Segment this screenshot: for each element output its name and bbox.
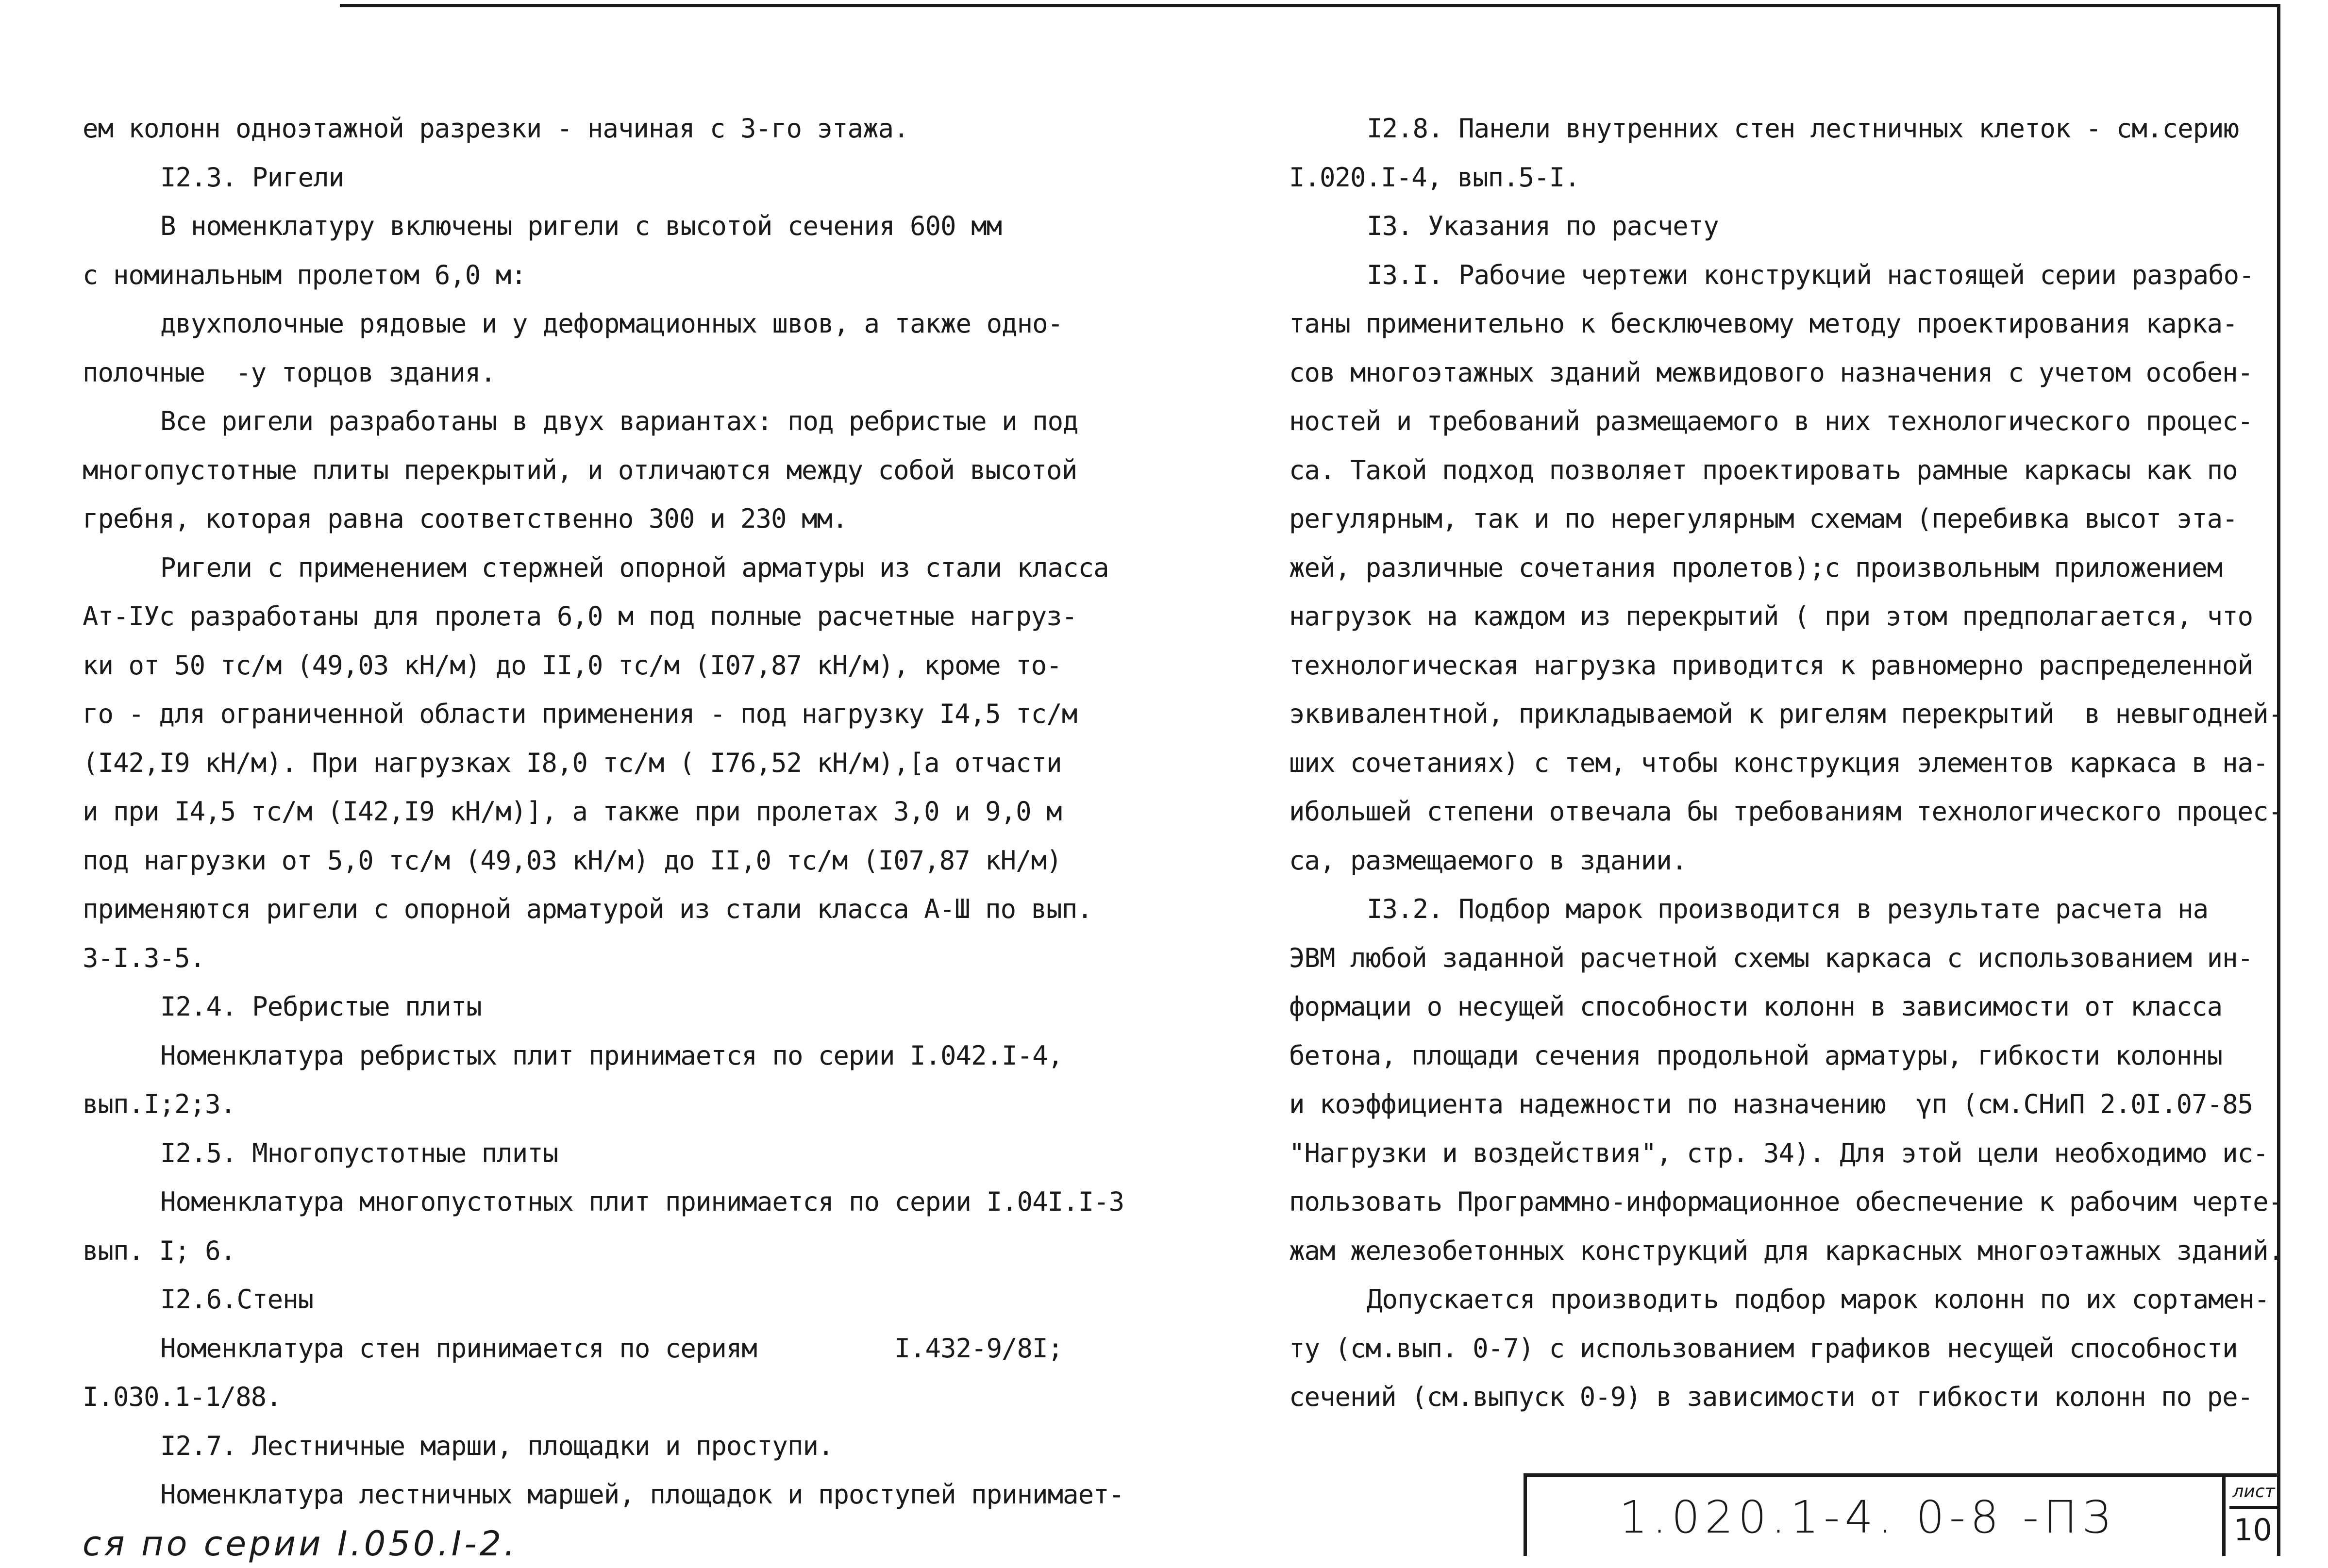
right-text-line: "Нагрузки и воздействия", стр. 34). Для этой цели необходимо ис- <box>1289 1129 2282 1178</box>
left-text-line: В номенклатуру включены ригели с высотой сечения 600 мм <box>83 202 1122 251</box>
left-text-line: 3-I.3-5. <box>83 934 1122 983</box>
sheet-label: лист <box>2229 1481 2278 1509</box>
left-text-line: (I42,I9 кН/м). При нагрузках I8,0 тс/м ( I76,52 кН/м),[а отчасти <box>83 739 1122 788</box>
sheet-number: 10 <box>2226 1511 2280 1550</box>
right-text-line: технологическая нагрузка приводится к равномерно распределенной <box>1289 641 2282 690</box>
sheet-cell <box>2222 1477 2280 1556</box>
right-text-line: са, размещаемого в здании. <box>1289 836 2282 885</box>
right-text-column <box>1289 104 2282 1422</box>
left-text-line: Ат-IУс разработаны для пролета 6,0 м под полные расчетные нагруз- <box>83 592 1122 641</box>
right-text-line: ту (см.вып. 0-7) с использованием графиков несущей способности <box>1289 1324 2282 1373</box>
left-text-line: I2.4. Ребристые плиты <box>83 983 1122 1032</box>
right-text-line: са. Такой подход позволяет проектировать рамные каркасы как по <box>1289 446 2282 495</box>
left-text-line: I2.7. Лестничные марши, площадки и проступи. <box>83 1422 1122 1471</box>
title-block <box>1524 1473 2280 1556</box>
left-text-line: ся по серии I.050.I-2. <box>83 1519 1122 1568</box>
left-text-line: I.030.1-1/88. <box>83 1373 1122 1422</box>
left-text-line: с номинальным пролетом 6,0 м: <box>83 251 1122 300</box>
right-text-line: ЭВМ любой заданной расчетной схемы каркаса с использованием ин- <box>1289 934 2282 983</box>
right-text-line: бетона, площади сечения продольной арматуры, гибкости колонны <box>1289 1032 2282 1081</box>
left-text-line: Номенклатура ребристых плит принимается по серии I.042.I-4, <box>83 1032 1122 1081</box>
right-text-line: сечений (см.выпуск 0-9) в зависимости от гибкости колонн по ре- <box>1289 1373 2282 1422</box>
left-text-line: и при I4,5 тс/м (I42,I9 кН/м)], а также при пролетах 3,0 и 9,0 м <box>83 787 1122 836</box>
document-code: 1.020.1-4. 0-8 -ПЗ <box>1619 1491 2115 1543</box>
left-text-line: ем колонн одноэтажной разрезки - начиная с 3-го этажа. <box>83 104 1122 153</box>
right-text-line: сов многоэтажных зданий межвидового назначения с учетом особен- <box>1289 349 2282 398</box>
right-text-line: ностей и требований размещаемого в них технологического процес- <box>1289 397 2282 446</box>
left-text-line: применяются ригели с опорной арматурой из стали класса А-Ш по вып. <box>83 885 1122 934</box>
left-text-line: Номенклатура лестничных маршей, площадок и проступей принимает- <box>83 1470 1122 1519</box>
left-text-column <box>83 104 1122 1568</box>
left-text-line: I2.5. Многопустотные плиты <box>83 1129 1122 1178</box>
right-text-line: и коэффициента надежности по назначению γп (см.СНиП 2.0I.07-85 <box>1289 1080 2282 1129</box>
left-text-line: Номенклатура стен принимается по сериям I.432-9/8I; <box>83 1324 1122 1373</box>
left-text-line: Ригели с применением стержней опорной арматуры из стали класса <box>83 544 1122 593</box>
right-text-line: формации о несущей способности колонн в зависимости от класса <box>1289 983 2282 1032</box>
left-text-line: Номенклатура многопустотных плит принимается по серии I.04I.I-3 <box>83 1178 1122 1227</box>
left-text-line: многопустотные плиты перекрытий, и отличаются между собой высотой <box>83 446 1122 495</box>
right-text-line: I3. Указания по расчету <box>1289 202 2282 251</box>
left-text-line: двухполочные рядовые и у деформационных швов, а также одно- <box>83 300 1122 349</box>
right-text-line: I3.I. Рабочие чертежи конструкций настоящей серии разрабо- <box>1289 251 2282 300</box>
left-text-line: вып.I;2;3. <box>83 1080 1122 1129</box>
left-text-line: вып. I; 6. <box>83 1227 1122 1276</box>
right-text-line: I2.8. Панели внутренних стен лестничных клеток - см.серию <box>1289 104 2282 153</box>
right-text-line: эквивалентной, прикладываемой к ригелям перекрытий в невыгодней- <box>1289 690 2282 739</box>
right-text-line: пользовать Программно-информационное обеспечение к рабочим черте- <box>1289 1178 2282 1227</box>
right-text-line: нагрузок на каждом из перекрытий ( при этом предполагается, что <box>1289 592 2282 641</box>
right-text-line: I3.2. Подбор марок производится в результате расчета на <box>1289 885 2282 934</box>
top-frame-line <box>340 4 2279 7</box>
left-text-line: ки от 50 тс/м (49,03 кН/м) до II,0 тс/м (I07,87 кН/м), кроме то- <box>83 641 1122 690</box>
right-text-line: таны применительно к бесключевому методу проектирования карка- <box>1289 300 2282 349</box>
left-text-line: под нагрузки от 5,0 тс/м (49,03 кН/м) до II,0 тс/м (I07,87 кН/м) <box>83 836 1122 885</box>
left-text-line: гребня, которая равна соответственно 300 и 230 мм. <box>83 495 1122 544</box>
right-text-line: I.020.I-4, вып.5-I. <box>1289 153 2282 202</box>
right-text-line: жей, различные сочетания пролетов);с произвольным приложением <box>1289 544 2282 593</box>
right-text-line: ших сочетаниях) с тем, чтобы конструкция элементов каркаса в на- <box>1289 739 2282 788</box>
left-text-line: I2.6.Стены <box>83 1275 1122 1324</box>
left-text-line: I2.3. Ригели <box>83 153 1122 202</box>
left-text-line: полочные -у торцов здания. <box>83 349 1122 398</box>
right-text-line: регулярным, так и по нерегулярным схемам (перебивка высот эта- <box>1289 495 2282 544</box>
right-text-line: ибольшей степени отвечала бы требованиям технологического процес- <box>1289 787 2282 836</box>
right-text-line: Допускается производить подбор марок колонн по их сортамен- <box>1289 1275 2282 1324</box>
right-text-line: жам железобетонных конструкций для каркасных многоэтажных зданий. <box>1289 1227 2282 1276</box>
left-text-line: го - для ограниченной области применения - под нагрузку I4,5 тс/м <box>83 690 1122 739</box>
left-text-line: Все ригели разработаны в двух вариантах: под ребристые и под <box>83 397 1122 446</box>
